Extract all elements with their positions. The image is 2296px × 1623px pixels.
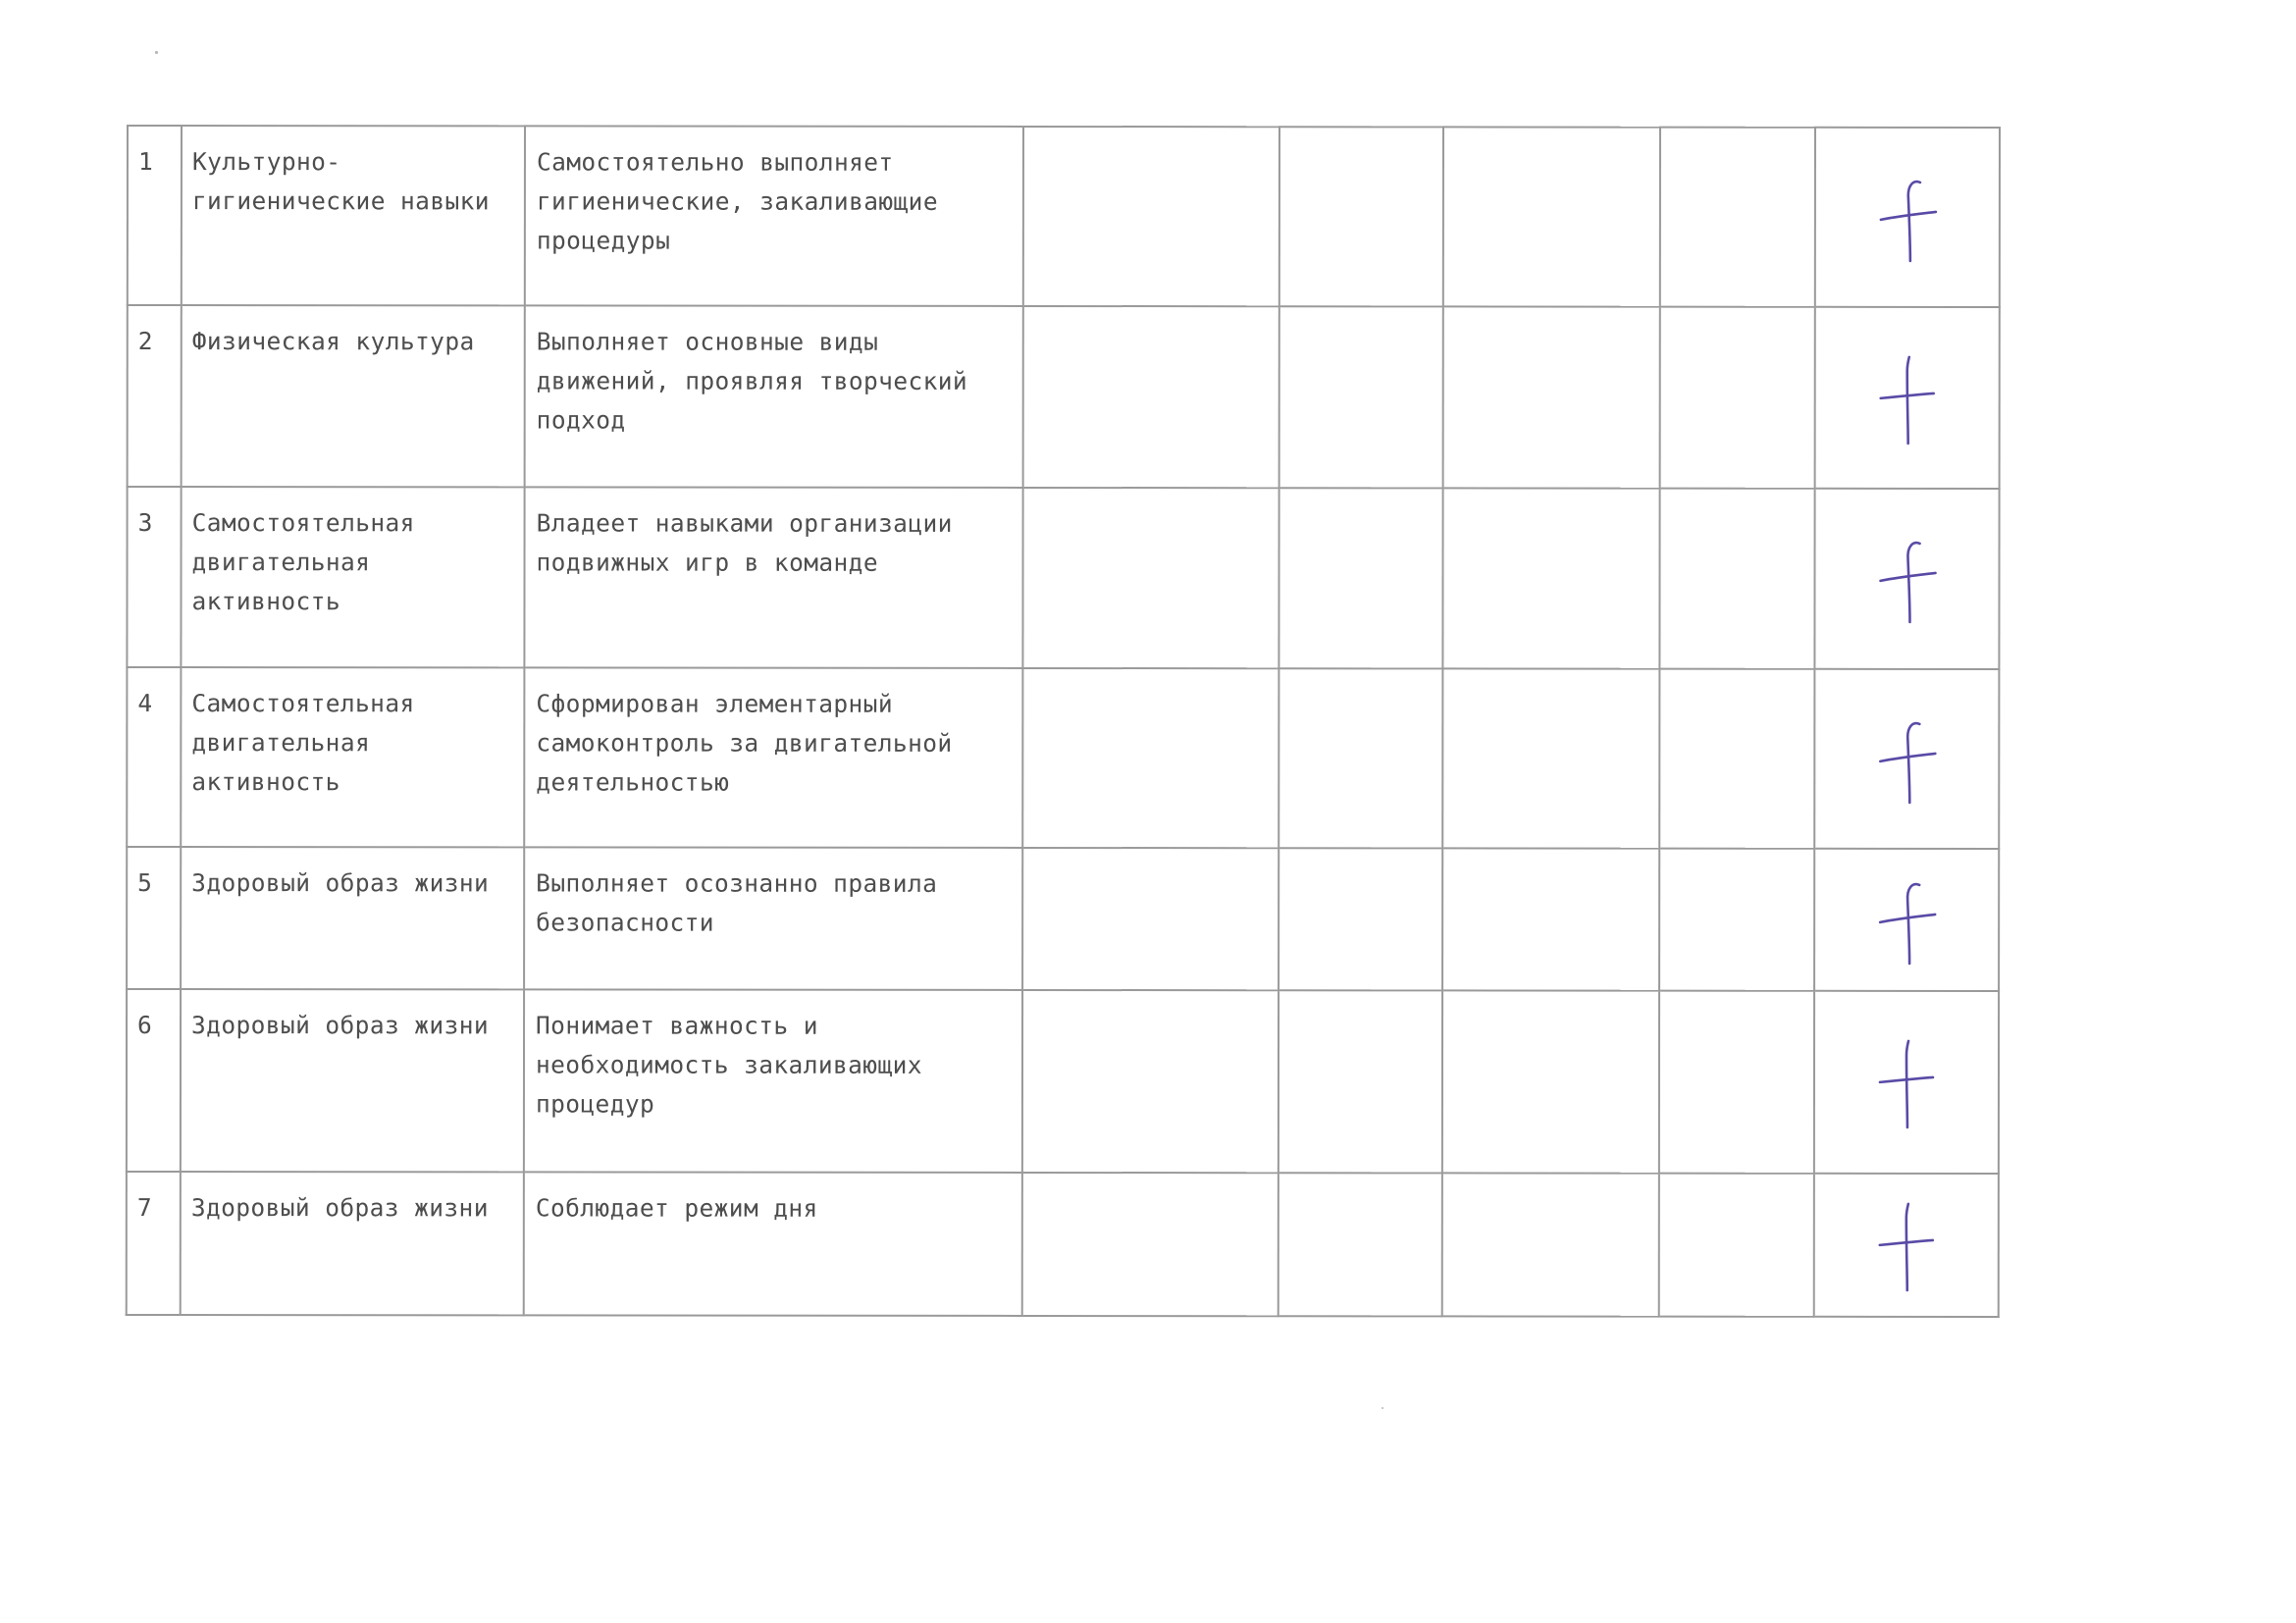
row-number: 4 [127, 667, 181, 847]
empty-cell [1022, 488, 1278, 668]
empty-cell [1442, 990, 1659, 1173]
table-row [127, 847, 1999, 991]
description-cell: Соблюдает режим дня [524, 1172, 1022, 1316]
row-number: 3 [127, 487, 181, 667]
mark-cell [1814, 489, 1999, 669]
area-cell: Физическая культура [182, 305, 525, 487]
empty-cell [1278, 488, 1442, 668]
row-number: 2 [128, 305, 182, 487]
handwritten-plus-icon [1873, 348, 1942, 446]
area-cell: Здоровый образ жизни [181, 847, 524, 989]
handwritten-plus-icon [1872, 1196, 1941, 1294]
empty-cell [1443, 127, 1660, 306]
mark-cell [1814, 849, 1999, 991]
handwritten-plus-icon [1873, 168, 1942, 266]
mark-cell [1815, 307, 2000, 489]
empty-cell [1278, 848, 1442, 990]
table-row [127, 1172, 1999, 1317]
description-cell: Самостоятельно выполняет гигиенические, закаливающие процедуры [525, 126, 1023, 306]
handwritten-plus-icon [1872, 709, 1941, 808]
table-row [128, 305, 2000, 489]
mark-cell [1815, 128, 2000, 307]
area-cell: Самостоятельная двигательная активность [181, 667, 524, 847]
row-number: 7 [127, 1172, 181, 1315]
handwritten-plus-icon [1872, 870, 1941, 969]
mark-cell [1814, 991, 1999, 1174]
table-row [128, 126, 2000, 307]
empty-cell [1659, 1174, 1814, 1317]
table-row [127, 989, 1999, 1174]
scan-speck [1382, 1407, 1383, 1409]
row-number: 1 [128, 126, 182, 305]
empty-cell [1442, 848, 1659, 990]
description-cell: Выполняет основные виды движений, проявляя творческий подход [525, 305, 1023, 488]
empty-cell [1022, 668, 1278, 848]
empty-cell [1022, 1173, 1278, 1316]
row-number: 5 [127, 847, 181, 989]
description-cell: Сформирован элементарный самоконтроль за двигательной деятельностью [524, 667, 1022, 848]
empty-cell [1442, 668, 1659, 848]
empty-cell [1278, 1173, 1442, 1316]
table-row [127, 667, 1999, 849]
empty-cell [1660, 128, 1815, 307]
area-cell: Культурно-гигиенические навыки [182, 126, 525, 305]
empty-cell [1022, 848, 1278, 990]
mark-cell [1814, 669, 1999, 849]
empty-cell [1279, 127, 1443, 306]
area-cell: Самостоятельная двигательная активность [181, 487, 524, 667]
empty-cell [1278, 668, 1442, 848]
area-cell: Здоровый образ жизни [181, 989, 524, 1172]
assessment-table [126, 125, 2001, 1318]
empty-cell [1659, 991, 1814, 1174]
empty-cell [1022, 990, 1278, 1173]
handwritten-plus-icon [1872, 530, 1941, 628]
empty-cell [1659, 849, 1814, 991]
empty-cell [1279, 306, 1443, 488]
empty-cell [1023, 127, 1279, 306]
description-cell: Выполняет осознанно правила безопасности [524, 847, 1022, 990]
description-cell: Владеет навыками организации подвижных игр в команде [524, 487, 1022, 668]
row-number: 6 [127, 989, 181, 1172]
empty-cell [1660, 307, 1815, 489]
mark-cell [1814, 1174, 1999, 1317]
empty-cell [1442, 488, 1659, 668]
handwritten-plus-icon [1872, 1033, 1941, 1131]
scan-speck [155, 51, 158, 54]
empty-cell [1442, 1173, 1659, 1316]
empty-cell [1659, 669, 1814, 849]
empty-cell [1659, 489, 1814, 669]
empty-cell [1023, 306, 1279, 488]
table-row [127, 487, 1999, 669]
area-cell: Здоровый образ жизни [181, 1172, 524, 1315]
description-cell: Понимает важность и необходимость закаливающих процедур [524, 989, 1022, 1173]
empty-cell [1278, 990, 1442, 1173]
empty-cell [1443, 306, 1660, 488]
